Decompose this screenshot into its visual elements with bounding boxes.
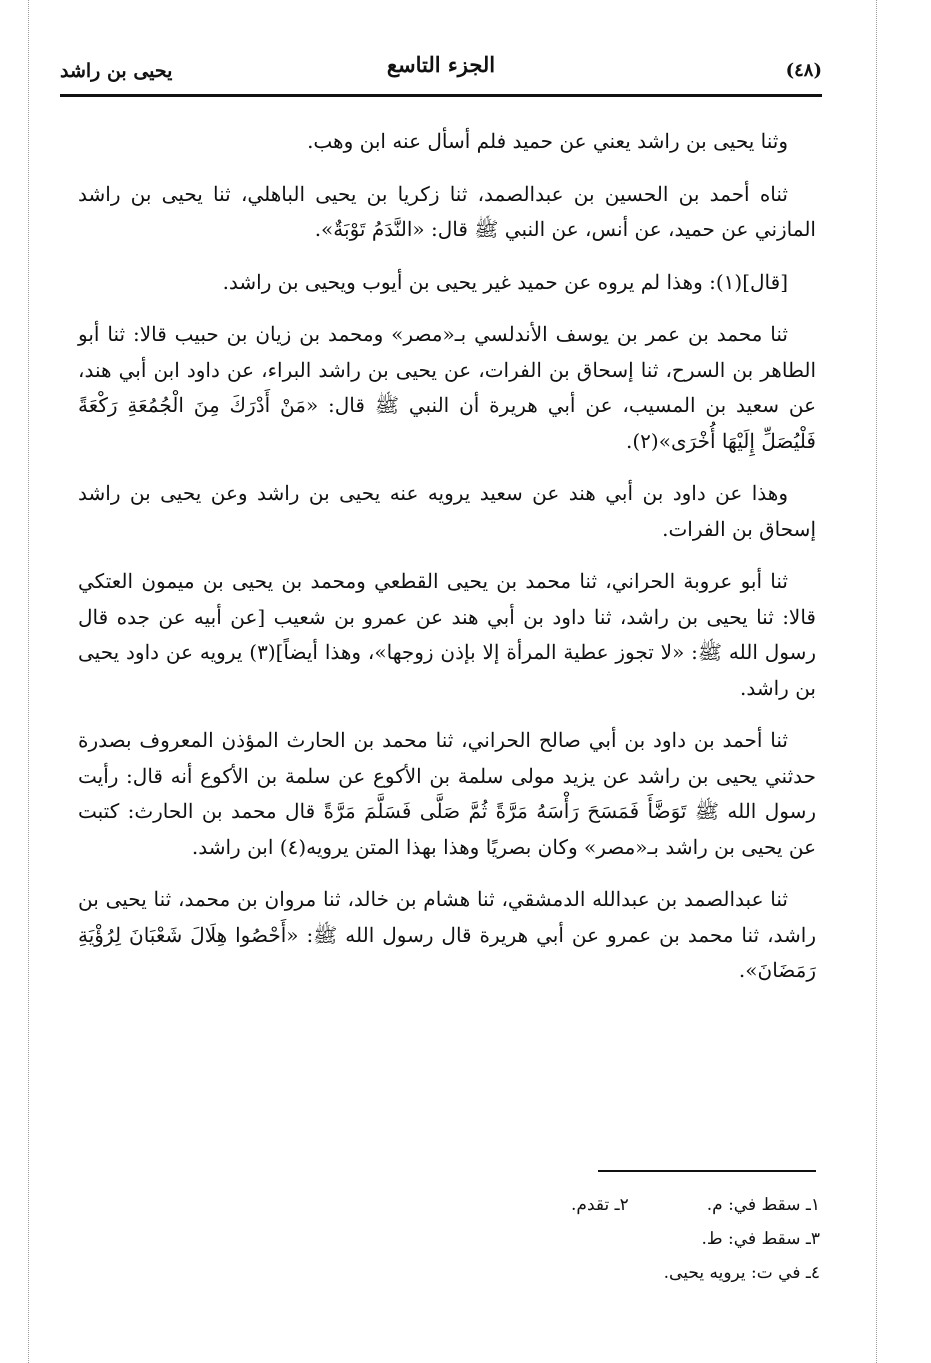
- footnote-rule: [598, 1170, 816, 1172]
- page-number: (٤٨): [785, 60, 822, 81]
- footnote-row: [420, 1188, 820, 1222]
- paragraph-3: [قال](١): وهذا لم يروه عن حميد غير يحيى بن أيوب ويحيى بن راشد.: [222, 269, 788, 294]
- footnote-row: [420, 1256, 820, 1290]
- paragraph-6: ثنا أبو عروبة الحراني، ثنا محمد بن يحيى القطعي ومحمد بن يحيى بن ميمون العتكي قالا: ثنا يحيى بن راشد، ثنا داود بن أبي هند عن عمرو بن شعيب [عن أبيه عن جده قال رسول الله ﷺ: «لا تجوز عطية المرأة إلا بإذن زوجها»، وهذا أيضاً](٣) يرويه عن داود يحيى بن راشد.: [78, 569, 816, 700]
- main-text: [78, 124, 816, 1006]
- footnote-4: ٤ـ في ت: يرويه يحيى.: [663, 1263, 820, 1283]
- page-edge-left: [28, 0, 29, 1363]
- footnote-2: ٢ـ تقدم.: [571, 1195, 629, 1215]
- paragraph-4: ثنا محمد بن عمر بن يوسف الأندلسي بـ«مصر» ومحمد بن زيان بن حبيب قالا: ثنا أبو الطاهر بن السرح، ثنا إسحاق بن الفرات، عن يحيى بن راشد البراء، عن داود ابن أبي هند، عن سعيد بن المسيب، عن أبي هريرة أن النبي ﷺ قال: «مَنْ أَدْرَكَ مِنَ الْجُمُعَةِ رَكْعَةً فَلْيُصَلِّ إِلَيْهَا أُخْرَى»(٢).: [78, 322, 816, 453]
- paragraph-7: ثنا أحمد بن داود بن أبي صالح الحراني، ثنا محمد بن الحارث المؤذن المعروف بصدرة حدثني يحيى بن راشد عن يزيد مولى سلمة بن الأكوع عن سلمة بن الأكوع أنه قال: رأيت رسول الله ﷺ تَوَضَّأَ فَمَسَحَ رَأْسَهُ مَرَّةً ثُمَّ صَلَّى فَسَلَّمَ مَرَّةً قال محمد بن الحارث: كتبت عن يحيى بن راشد بـ«مصر» وكان بصريًا وهذا بهذا المتن يرويه(٤) ابن راشد.: [78, 728, 817, 859]
- page-header: [60, 52, 822, 94]
- paragraph-2: ثناه أحمد بن الحسين بن عبدالصمد، ثنا زكريا بن يحيى الباهلي، ثنا يحيى بن راشد المازني عن حميد، عن أنس، عن النبي ﷺ قال: «النَّدَمُ تَوْبَةٌ».: [78, 181, 816, 241]
- footnote-1: ١ـ سقط في: م.: [706, 1195, 820, 1215]
- footnote-row: [420, 1222, 820, 1256]
- footnote-3: ٣ـ سقط في: ط.: [701, 1229, 820, 1249]
- volume-title: الجزء التاسع: [386, 52, 496, 77]
- paragraph-8: ثنا عبدالصمد بن عبدالله الدمشقي، ثنا هشام بن خالد، ثنا مروان بن محمد، ثنا يحيى بن راشد، ثنا محمد بن عمرو عن أبي هريرة قال رسول الله ﷺ: «أَحْصُوا هِلَالَ شَعْبَانَ لِرُؤْيَةِ رَمَضَانَ».: [78, 887, 816, 982]
- paragraph-5: وهذا عن داود بن أبي هند عن سعيد يرويه عنه يحيى بن راشد وعن يحيى بن راشد إسحاق بن الفرات.: [78, 481, 816, 541]
- paragraph-1: وثنا يحيى بن راشد يعني عن حميد فلم أسأل عنه ابن وهب.: [307, 129, 788, 153]
- page-edge-right: [876, 0, 877, 1363]
- running-head: يحيى بن راشد: [60, 60, 173, 82]
- header-rule: [60, 94, 822, 97]
- footnotes: [420, 1188, 820, 1290]
